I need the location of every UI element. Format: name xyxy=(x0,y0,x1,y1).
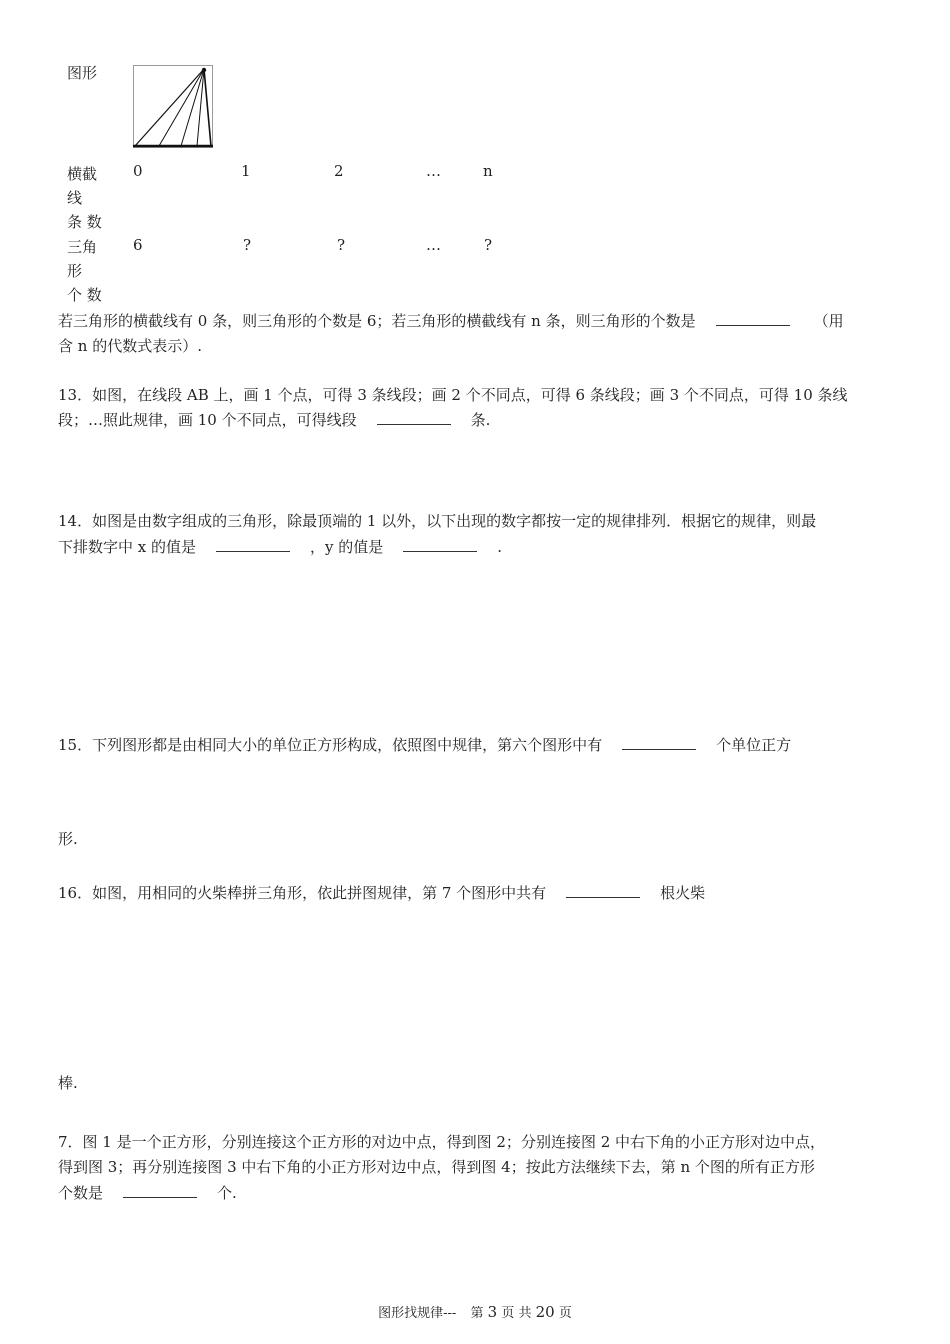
q14-y-blank[interactable] xyxy=(403,537,477,552)
q14-text-mid: ，y 的值是 xyxy=(310,538,384,556)
footer-page-prefix: 第 xyxy=(470,1306,484,1321)
q7-answer-blank[interactable] xyxy=(123,1183,197,1198)
q15-answer-blank[interactable] xyxy=(622,735,696,750)
line-count-cell: 2 xyxy=(334,162,344,180)
footer-page-suffix: 页 xyxy=(558,1306,572,1321)
triangle-side-left xyxy=(135,69,204,146)
triangle-ray-1 xyxy=(159,69,204,146)
row-label-triangles xyxy=(67,235,102,307)
q16-line-2: 棒. xyxy=(58,1074,78,1092)
q14-text-end: . xyxy=(497,538,503,556)
q12-line-2: 含 n 的代数式表示）. xyxy=(58,337,202,355)
q16-text-end: 根火柴 xyxy=(660,884,706,902)
triangle-apex xyxy=(202,68,206,72)
line-count-cell: 1 xyxy=(241,162,251,180)
q14-line-2 xyxy=(58,536,502,557)
q15-text-end: 个单位正方 xyxy=(716,736,792,754)
q16-line-1 xyxy=(58,882,705,903)
footer-page-total: 20 xyxy=(535,1303,555,1321)
q7-line-2: 得到图 3；再分别连接图 3 中右下角的小正方形对边中点，得到图 4；按此方法继续下去，第 n 个图的所有正方形 xyxy=(58,1158,815,1176)
row-label-lines-3: 条 数 xyxy=(67,213,102,231)
footer-page-number: 3 xyxy=(487,1303,498,1321)
q16-answer-blank[interactable] xyxy=(566,883,640,898)
q12-text: 若三角形的横截线有 0 条，则三角形的个数是 6；若三角形的横截线有 n 条，则三角形的个数是 xyxy=(58,312,696,330)
triangle-count-cell: ? xyxy=(337,236,346,254)
q13-line-1: 13．如图，在线段 AB 上，画 1 个点，可得 3 条线段；画 2 个不同点，可得 6 条线段；画 3 个不同点，可得 10 条线 xyxy=(58,386,848,404)
q12-answer-blank[interactable] xyxy=(716,311,790,326)
triangle-count-cell: 6 xyxy=(133,236,143,254)
row-label-triangles-1: 三角 xyxy=(67,238,98,256)
row-label-triangles-3: 个 数 xyxy=(67,286,102,304)
triangle-figure xyxy=(133,65,215,149)
line-count-cell: 0 xyxy=(133,162,143,180)
row-label-figure: 图形 xyxy=(67,64,98,82)
q15-line-1 xyxy=(58,734,791,755)
footer-page-mid: 页 共 xyxy=(501,1306,532,1321)
q16-text: 16．如图，用相同的火柴棒拼三角形，依此拼图规律，第 7 个图形中共有 xyxy=(58,884,547,902)
q7-line-1: 7．图 1 是一个正方形，分别连接这个正方形的对边中点，得到图 2；分别连接图 2 中右下角的小正方形对边中点， xyxy=(58,1133,826,1151)
q15-line-2: 形. xyxy=(58,830,78,848)
line-count-cell: … xyxy=(426,162,441,180)
triangle-count-cell: … xyxy=(426,236,441,254)
q12-text-end: （用 xyxy=(813,312,844,330)
q13-text-end: 条. xyxy=(470,411,491,429)
row-label-lines xyxy=(67,162,102,234)
triangle-count-cell: ? xyxy=(243,236,252,254)
q14-text: 下排数字中 x 的值是 xyxy=(58,538,196,556)
triangle-side-right xyxy=(204,69,211,146)
q12-line-1 xyxy=(58,310,844,331)
footer-title: 图形找规律--- xyxy=(378,1306,457,1321)
line-count-cell: n xyxy=(483,162,493,180)
q13-answer-blank[interactable] xyxy=(377,410,451,425)
row-label-triangles-2: 形 xyxy=(67,262,83,280)
row-label-lines-1: 横截 xyxy=(67,165,98,183)
q13-line-2 xyxy=(58,409,490,430)
q14-line-1: 14．如图是由数字组成的三角形，除最顶端的 1 以外，以下出现的数字都按一定的规律排列．根据它的规律，则最 xyxy=(58,512,817,530)
q13-text: 段；…照此规律，画 10 个不同点，可得线段 xyxy=(58,411,357,429)
triangle-count-cell: ? xyxy=(484,236,493,254)
q7-line-3 xyxy=(58,1182,237,1203)
q15-text: 15．下列图形都是由相同大小的单位正方形构成，依照图中规律，第六个图形中有 xyxy=(58,736,603,754)
page-footer xyxy=(0,1302,950,1321)
q14-x-blank[interactable] xyxy=(216,537,290,552)
row-label-lines-2: 线 xyxy=(67,189,83,207)
q7-text-end: 个. xyxy=(217,1184,237,1202)
q7-text: 个数是 xyxy=(58,1184,104,1202)
